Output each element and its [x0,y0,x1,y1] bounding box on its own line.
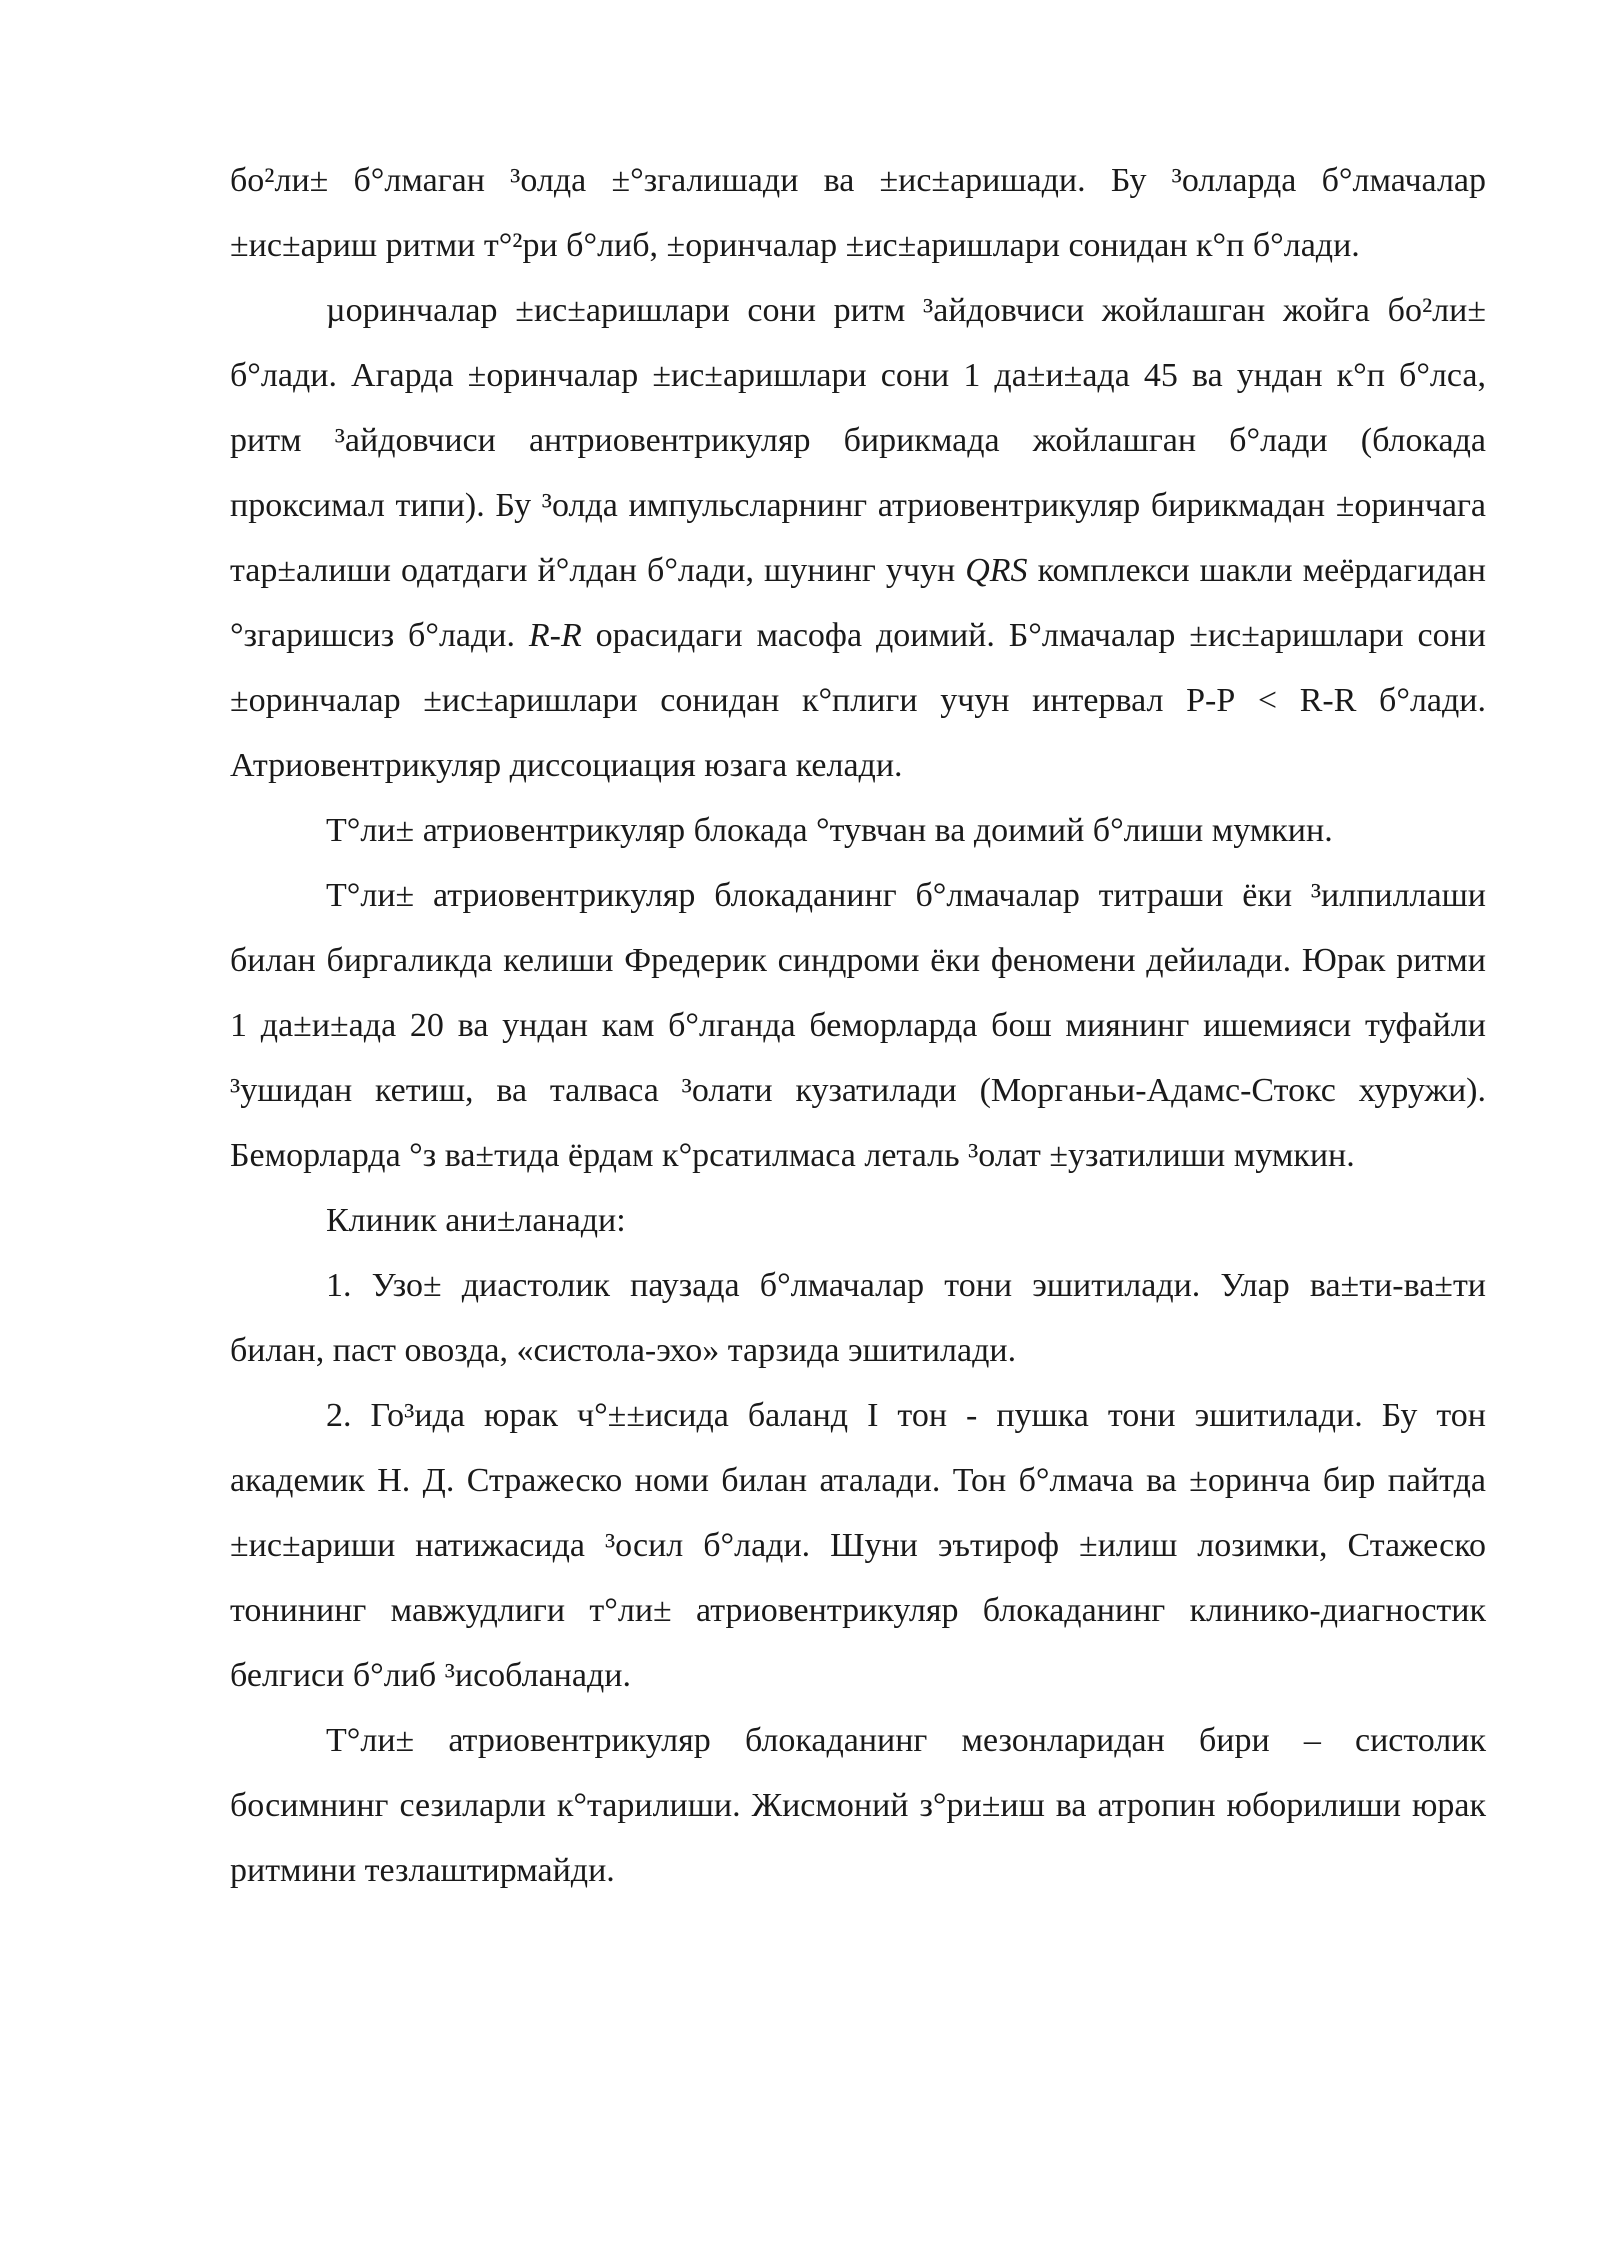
paragraph-4: Т°ли± атриовентрикуляр блокаданинг б°лмачалар титраши ёки ³илпиллаши билан биргаликда келиши Фредерик синдроми ёки феномени дейилади. Юрак ритми 1 да±и±ада 20 ва ундан кам б°лганда беморларда бош миянинг ишемияси туфайли ³ушидан кетиш, ва талваса ³олати кузатилади (Морганьи-Адамс-Стокс хуружи). Беморларда °з ва±тида ёрдам к°рсатилмаса леталь ³олат ±узатилиши мумкин. [230,877,1486,1174]
paragraph-5: Клиник ани±ланади: [326,1202,626,1239]
body-text [230,148,1486,1903]
paragraph-3: Т°ли± атриовентрикуляр блокада °тувчан ва доимий б°лиши мумкин. [326,812,1333,849]
paragraph-2-part-2: комплекси шакли меёрдагидан °згаришсиз б°лади. [230,552,1486,654]
qrs-term: QRS [965,552,1028,589]
paragraph-8: Т°ли± атриовентрикуляр блокаданинг мезонларидан бири – систолик босимнинг сезиларли к°тарилиши. Жисмоний з°ри±иш ва атропин юборилиши юрак ритмини тезлаштирмайди. [230,1722,1486,1889]
paragraph-2-part-1: µоринчалар ±ис±аришлари сони ритм ³айдовчиси жойлашган жойга бо²ли± б°лади. Агарда ±оринчалар ±ис±аришлари сони 1 да±и±ада 45 ва ундан к°п б°лса, ритм ³айдовчиси антриовентрикуляр бирикмада жойлашган б°лади (блокада проксимал типи). Бу ³олда импульсларнинг атриовентрикуляр бирикмадан ±оринчага тар±алиши одатдаги й°лдан б°лади, шунинг учун [230,292,1486,589]
paragraph-7: 2. Го³ида юрак ч°±±исида баланд I тон - пушка тони эшитилади. Бу тон академик Н. Д. Стражеско номи билан аталади. Тон б°лмача ва ±оринча бир пайтда ±ис±ариши натижасида ³осил б°лади. Шуни эътироф ±илиш лозимки, Стажеско тонининг мавжудлиги т°ли± атриовентрикуляр блокаданинг клинико-диагностик белгиси б°либ ³исобланади. [230,1397,1486,1694]
paragraph-2 [230,278,1486,798]
paragraph-1: бо²ли± б°лмаган ³олда ±°згалишади ва ±ис±аришади. Бу ³олларда б°лмачалар ±ис±ариш ритми т°²ри б°либ, ±оринчалар ±ис±аришлари сонидан к°п б°лади. [230,162,1486,264]
rr-term: R-R [528,617,582,654]
paragraph-6: 1. Узо± диастолик паузада б°лмачалар тони эшитилади. Улар ва±ти-ва±ти билан, паст овозда, «систола-эхо» тарзида эшитилади. [230,1267,1486,1369]
paragraph-2-part-3: орасидаги масофа доимий. Б°лмачалар ±ис±аришлари сони ±оринчалар ±ис±аришлари сонидан к°плиги учун интервал Р-Р < R-R б°лади. Атриовентрикуляр диссоциация юзага келади. [230,617,1486,784]
